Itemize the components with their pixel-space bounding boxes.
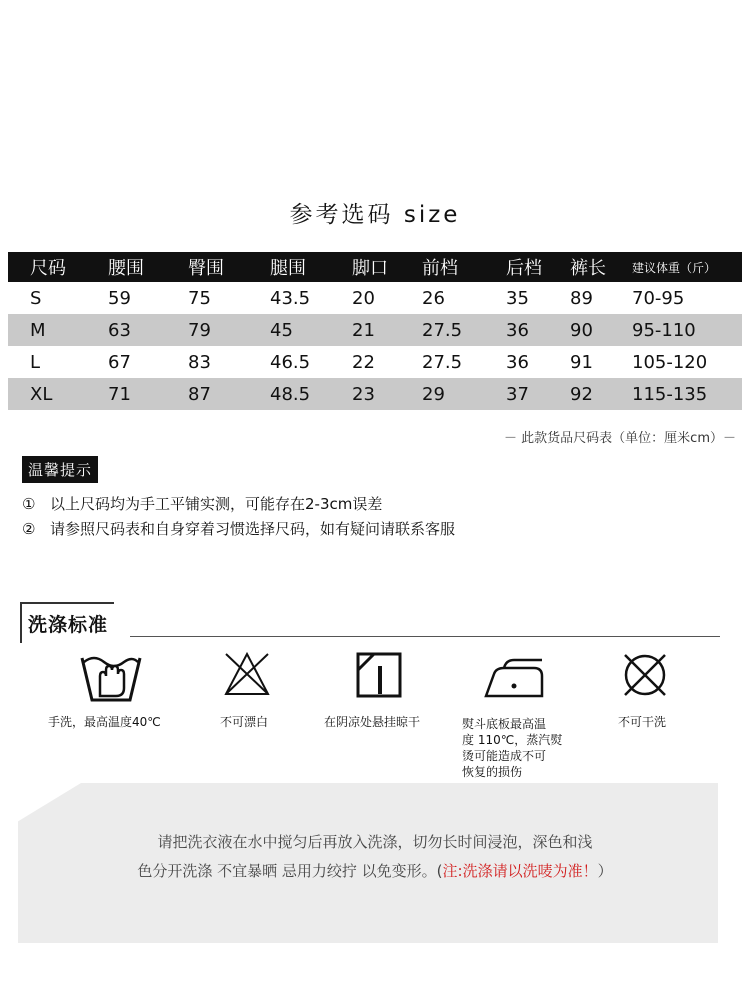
care-label-line: 烫可能造成不可 [462, 749, 547, 763]
table-cell: 26 [422, 287, 445, 309]
tip-text: 请参照尺码表和自身穿着习惯选择尺码，如有疑问请联系客服 [50, 520, 456, 538]
table-cell: XL [30, 383, 53, 405]
table-cell: S [30, 287, 42, 309]
care-label-line-dry: 在阴凉处悬挂晾干 [324, 715, 421, 729]
note-text-end: ） [597, 862, 613, 880]
tip-number: ① [22, 495, 36, 513]
wash-title: 洗涤标准 [20, 602, 114, 643]
table-cell: L [30, 351, 41, 373]
header-thigh: 腿围 [270, 258, 306, 279]
line-dry-shade-icon [356, 652, 402, 698]
no-dry-clean-icon [620, 650, 670, 700]
header-hip: 臀围 [188, 258, 224, 279]
table-cell: 87 [188, 383, 211, 405]
note-line-1: 请把洗衣液在水中搅匀后再放入洗涤，切勿长时间浸泡，深色和浅 [157, 833, 593, 851]
tip-number: ② [22, 520, 36, 538]
table-cell: M [30, 319, 46, 341]
table-cell: 75 [188, 287, 211, 309]
header-size: 尺码 [30, 258, 66, 279]
note-line-2 [0, 860, 750, 881]
header-waist: 腰围 [108, 258, 144, 279]
table-cell: 20 [352, 287, 375, 309]
table-cell: 27.5 [422, 351, 463, 373]
table-cell: 115-135 [632, 383, 708, 405]
header-weight: 建议体重（斤） [632, 260, 717, 275]
header-hem: 脚口 [352, 258, 388, 279]
table-cell: 90 [570, 319, 593, 341]
care-label-no-dry-clean: 不可干洗 [618, 715, 667, 729]
header-back-rise: 后档 [506, 258, 542, 279]
tip-item [22, 518, 455, 539]
wash-section-header [20, 602, 720, 642]
hand-wash-icon [78, 648, 144, 704]
care-label-no-bleach: 不可漂白 [220, 715, 269, 729]
divider [130, 636, 720, 637]
care-label-hand-wash: 手洗，最高温度40℃ [48, 715, 161, 729]
table-cell: 29 [422, 383, 445, 405]
table-cell: 23 [352, 383, 375, 405]
table-row [8, 346, 742, 378]
care-label-line: 恢复的损伤 [462, 765, 523, 779]
table-cell: 21 [352, 319, 375, 341]
table-cell: 63 [108, 319, 131, 341]
table-cell: 91 [570, 351, 593, 373]
table-cell: 45 [270, 319, 293, 341]
table-cell: 83 [188, 351, 211, 373]
tips-label: 温馨提示 [22, 456, 98, 483]
table-cell: 36 [506, 351, 529, 373]
table-cell: 46.5 [270, 351, 311, 373]
note-warning: 注:洗涤请以洗唛为准！ [442, 862, 598, 880]
table-cell: 59 [108, 287, 131, 309]
table-cell: 27.5 [422, 319, 463, 341]
note-text: 色分开洗涤 不宜暴晒 忌用力绞拧 以免变形。( [137, 862, 443, 880]
table-cell: 67 [108, 351, 131, 373]
page-title: 参考选码 size [289, 202, 461, 228]
care-label-iron [462, 716, 562, 780]
no-bleach-icon [222, 650, 272, 698]
table-cell: 70-95 [632, 287, 685, 309]
table-cell: 35 [506, 287, 529, 309]
table-row [8, 378, 742, 410]
table-header-row [8, 252, 742, 282]
table-cell: 95-110 [632, 319, 696, 341]
tip-item [22, 493, 382, 514]
table-cell: 105-120 [632, 351, 708, 373]
iron-low-icon [484, 656, 546, 700]
care-label-line: 度 110℃，蒸汽熨 [462, 733, 563, 747]
size-table [8, 252, 742, 410]
table-cell: 37 [506, 383, 529, 405]
header-length: 裤长 [570, 258, 606, 279]
table-cell: 92 [570, 383, 593, 405]
header-front-rise: 前档 [422, 258, 458, 279]
table-cell: 71 [108, 383, 131, 405]
table-cell: 89 [570, 287, 593, 309]
table-cell: 36 [506, 319, 529, 341]
care-label-line: 熨斗底板最高温 [462, 717, 547, 731]
table-row [8, 282, 742, 314]
table-row [8, 314, 742, 346]
table-cell: 22 [352, 351, 375, 373]
table-cell: 79 [188, 319, 211, 341]
tip-text: 以上尺码均为手工平铺实测，可能存在2-3cm误差 [50, 495, 383, 513]
table-cell: 43.5 [270, 287, 311, 309]
table-cell: 48.5 [270, 383, 311, 405]
unit-note: － 此款货品尺码表（单位：厘米cm）－ [504, 431, 736, 446]
